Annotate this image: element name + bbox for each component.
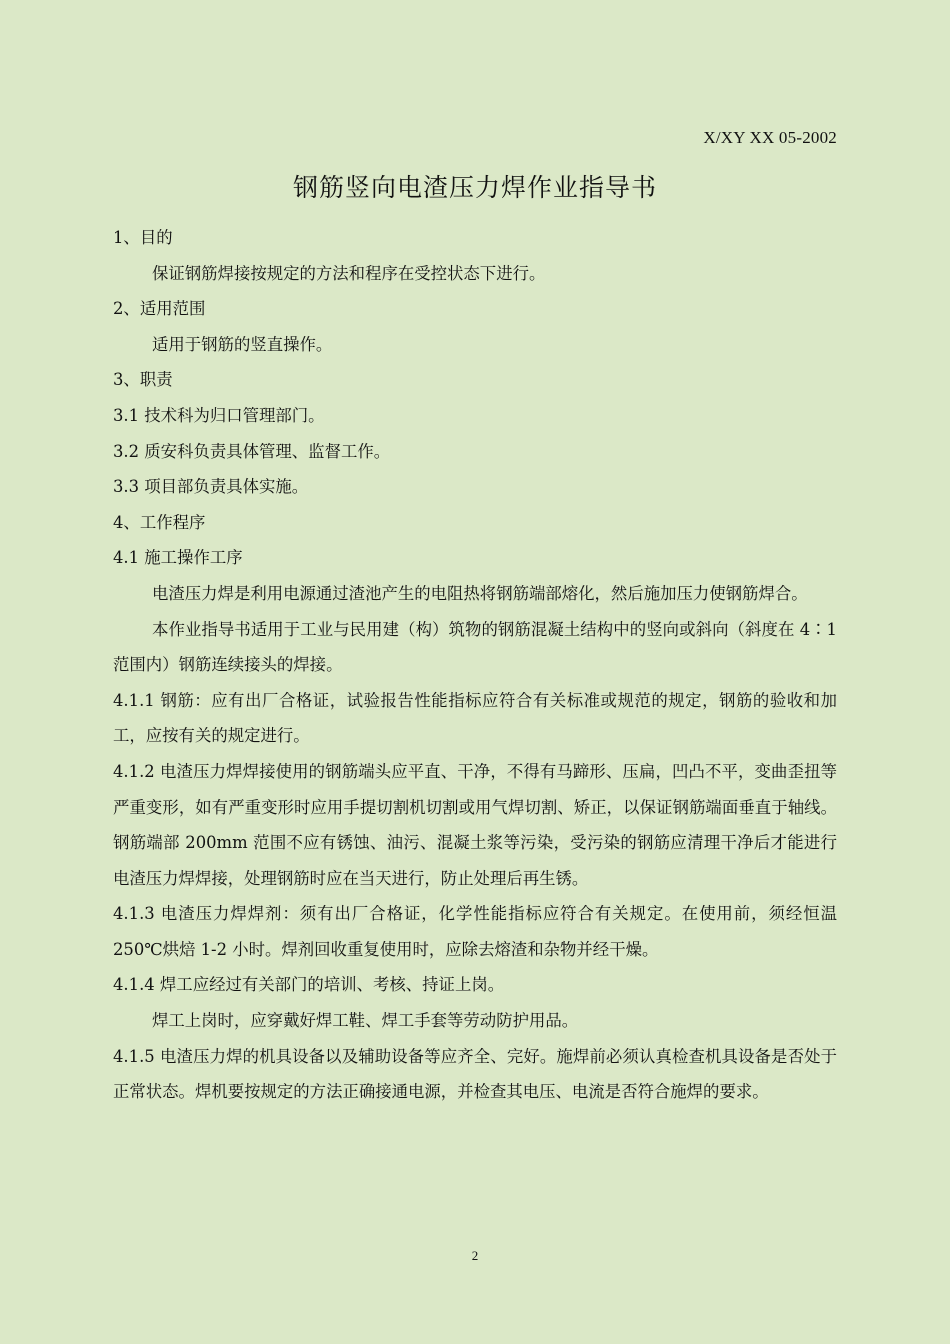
clause-4-1-2: 4.1.2 电渣压力焊焊接使用的钢筋端头应平直、干净，不得有马蹄形、压扁，凹凸不平，变曲歪扭等严重变形，如有严重变形时应用手提切割机切割或用气焊切割、矫正，以保证钢筋端面垂直于轴线。钢筋端部 200mm 范围不应有锈蚀、油污、混凝土浆等污染，受污染的钢筋应清理干净后才能进行电渣压力焊焊接，处理钢筋时应在当天进行，防止处理后再生锈。 [113,761,837,888]
document-code: X/XY XX 05-2002 [703,128,837,147]
clause-4-1-4-note: 焊工上岗时，应穿戴好焊工鞋、焊工手套等劳动防护用品。 [152,1011,579,1031]
clause-4-1-5: 4.1.5 电渣压力焊的机具设备以及辅助设备等应齐全、完好。施焊前必须认真检查机具设备是否处于正常状态。焊机要按规定的方法正确接通电源，并检查其电压、电流是否符合施焊的要求。 [113,1046,837,1102]
section-heading-scope: 2、适用范围 [113,299,206,319]
scope-text: 适用于钢筋的竖直操作。 [152,334,333,354]
responsibility-item-3-1: 3.1 技术科为归口管理部门。 [113,405,325,425]
subsection-heading-4-1: 4.1 施工操作工序 [113,548,243,568]
document-title: 钢筋竖向电渣压力焊作业指导书 [292,173,657,202]
responsibility-item-3-2: 3.2 质安科负责具体管理、监督工作。 [113,441,391,461]
paragraph-applicability: 本作业指导书适用于工业与民用建（构）筑物的钢筋混凝土结构中的竖向或斜向（斜度在 4∶1 范围内）钢筋连续接头的焊接。 [113,619,837,675]
page-number: 2 [471,1248,479,1263]
paragraph-electroslag-definition: 电渣压力焊是利用电源通过渣池产生的电阻热将钢筋端部熔化，然后施加压力使钢筋焊合。 [152,583,808,603]
clause-4-1-4: 4.1.4 焊工应经过有关部门的培训、考核、持证上岗。 [113,975,505,995]
section-heading-responsibility: 3、职责 [113,370,173,390]
section-heading-procedure: 4、工作程序 [113,512,206,532]
section-heading-purpose: 1、目的 [113,228,173,247]
clause-4-1-1: 4.1.1 钢筋：应有出厂合格证，试验报告性能指标应符合有关标准或规范的规定，钢筋的验收和加工，应按有关的规定进行。 [113,690,837,746]
document-body [113,220,837,1110]
responsibility-item-3-3: 3.3 项目部负责具体实施。 [113,477,309,497]
purpose-text: 保证钢筋焊接按规定的方法和程序在受控状态下进行。 [152,263,546,283]
clause-4-1-3: 4.1.3 电渣压力焊焊剂：须有出厂合格证，化学性能指标应符合有关规定。在使用前，须经恒温 250℃烘焙 1-2 小时。焊剂回收重复使用时，应除去熔渣和杂物并经干燥。 [113,904,837,959]
